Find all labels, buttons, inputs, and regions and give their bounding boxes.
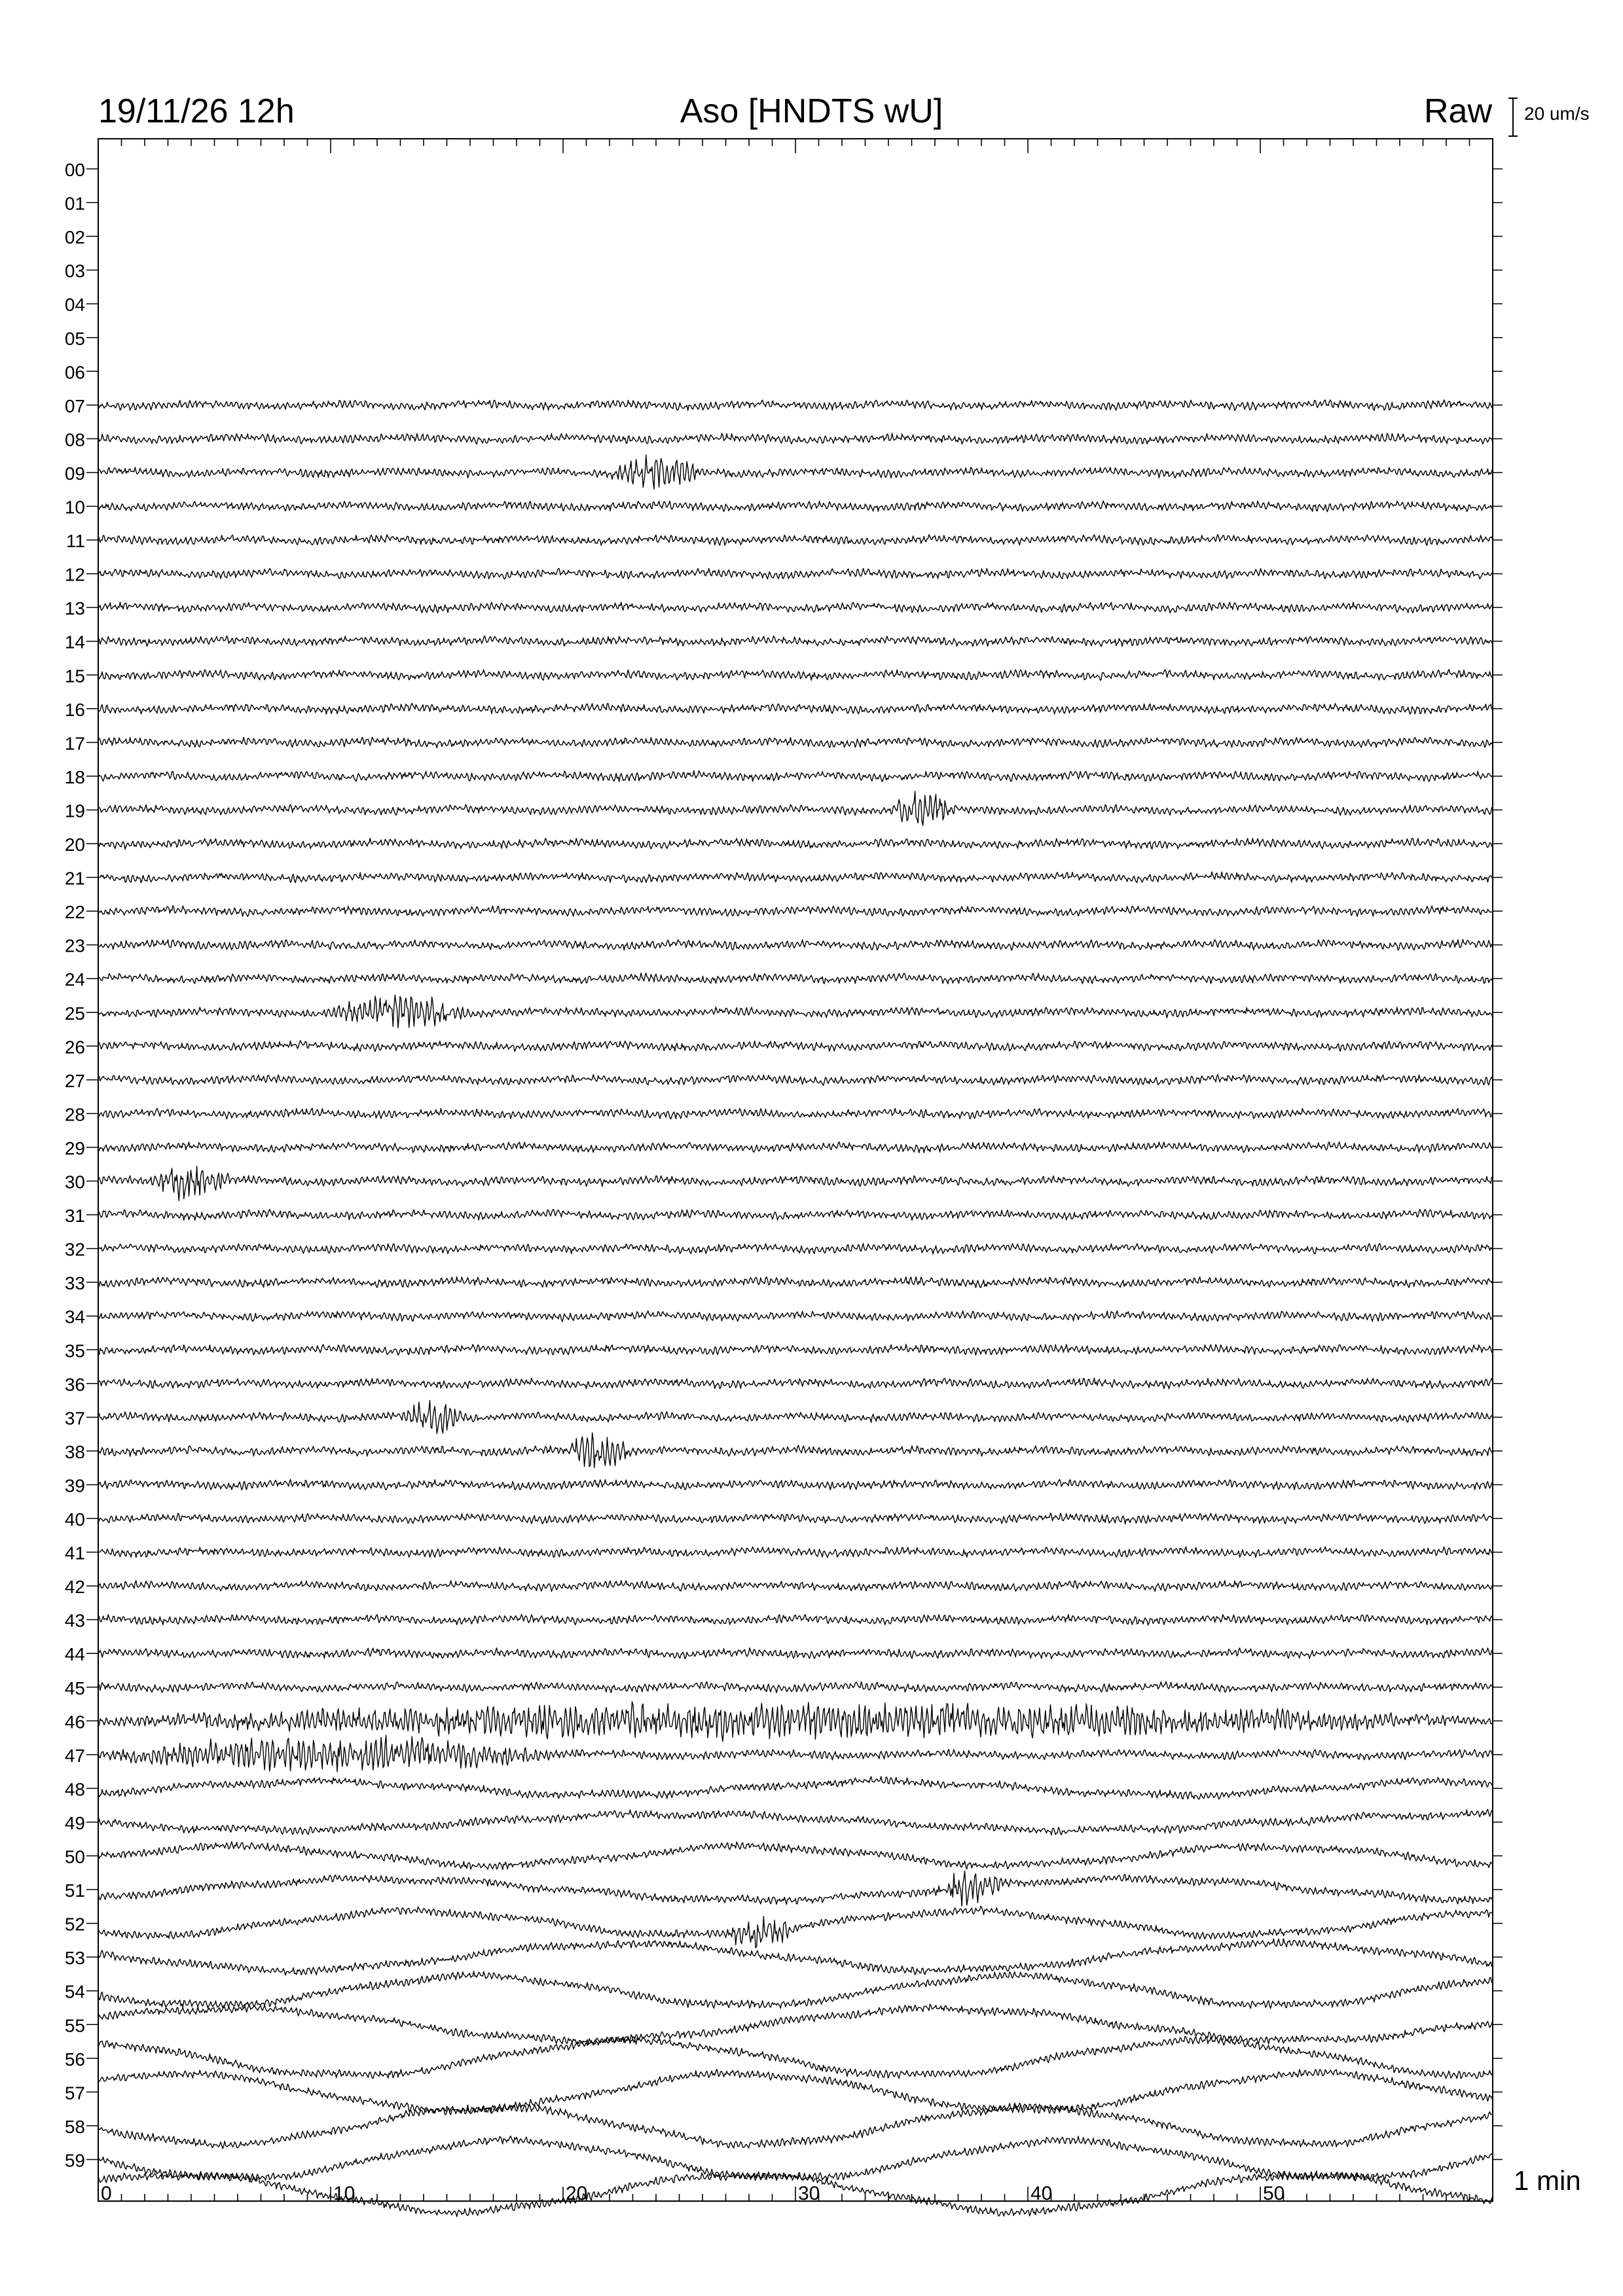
row-label: 28 — [64, 1104, 85, 1125]
row-label: 30 — [64, 1172, 85, 1193]
trace-row-43 — [98, 1615, 1493, 1625]
row-label: 22 — [64, 902, 85, 923]
row-label: 01 — [64, 193, 85, 214]
trace-row-41 — [98, 1547, 1493, 1558]
row-label: 50 — [64, 1846, 85, 1867]
trace-row-09 — [98, 455, 1493, 489]
station-title: Aso [HNDTS wU] — [680, 92, 943, 130]
plot-frame — [98, 139, 1493, 2201]
row-label: 16 — [64, 699, 85, 720]
row-label: 09 — [64, 463, 85, 484]
row-label: 06 — [64, 362, 85, 383]
trace-row-42 — [98, 1581, 1493, 1592]
trace-row-58 — [98, 2103, 1493, 2149]
trace-row-52 — [98, 1906, 1493, 1947]
row-label: 45 — [64, 1677, 85, 1698]
trace-row-27 — [98, 1075, 1493, 1086]
row-label: 56 — [64, 2049, 85, 2070]
trace-row-53 — [98, 1939, 1493, 1975]
trace-row-20 — [98, 838, 1493, 850]
trace-row-39 — [98, 1479, 1493, 1490]
row-label: 51 — [64, 1880, 85, 1901]
trace-row-07 — [98, 400, 1493, 410]
trace-row-46 — [98, 1702, 1493, 1742]
row-label: 53 — [64, 1948, 85, 1969]
trace-row-40 — [98, 1513, 1493, 1524]
row-label: 04 — [64, 295, 85, 315]
row-label: 21 — [64, 868, 85, 889]
trace-row-51 — [98, 1871, 1493, 1907]
row-label: 26 — [64, 1037, 85, 1058]
x-tick-label: 30 — [798, 2183, 820, 2204]
trace-row-21 — [98, 872, 1493, 883]
trace-row-19 — [98, 791, 1493, 825]
trace-row-30 — [98, 1166, 1493, 1201]
row-label: 08 — [64, 429, 85, 450]
row-label: 48 — [64, 1779, 85, 1800]
x-axis-unit-label: 1 min — [1514, 2165, 1581, 2196]
row-label: 36 — [64, 1374, 85, 1395]
trace-row-13 — [98, 602, 1493, 613]
trace-row-18 — [98, 771, 1493, 782]
row-label: 18 — [64, 766, 85, 787]
x-tick-label: 10 — [333, 2183, 356, 2204]
trace-row-57 — [98, 2070, 1493, 2115]
trace-row-11 — [98, 535, 1493, 546]
row-label: 12 — [64, 564, 85, 585]
trace-row-17 — [98, 737, 1493, 747]
row-label: 00 — [64, 160, 85, 180]
trace-row-47 — [98, 1735, 1493, 1772]
row-label: 59 — [64, 2150, 85, 2171]
row-label: 49 — [64, 1812, 85, 1833]
trace-row-31 — [98, 1210, 1493, 1221]
row-label: 17 — [64, 733, 85, 754]
row-label: 33 — [64, 1273, 85, 1294]
x-tick-label: 0 — [101, 2183, 112, 2204]
trace-row-54 — [98, 1971, 1493, 2009]
row-label: 31 — [64, 1206, 85, 1227]
row-label: 54 — [64, 1981, 85, 2002]
trace-row-24 — [98, 973, 1493, 984]
row-label: 34 — [64, 1306, 85, 1327]
row-label: 42 — [64, 1577, 85, 1598]
trace-row-33 — [98, 1277, 1493, 1288]
row-label: 03 — [64, 260, 85, 281]
row-label: 13 — [64, 598, 85, 619]
trace-row-23 — [98, 939, 1493, 950]
row-label: 23 — [64, 935, 85, 956]
trace-row-29 — [98, 1142, 1493, 1153]
trace-row-15 — [98, 670, 1493, 681]
mode-label: Raw — [1423, 92, 1492, 130]
row-label: 44 — [64, 1644, 85, 1665]
row-label: 11 — [65, 531, 85, 552]
trace-row-32 — [98, 1244, 1493, 1254]
trace-row-14 — [98, 636, 1493, 647]
trace-row-25 — [98, 995, 1493, 1028]
row-label: 55 — [64, 2015, 85, 2036]
row-label: 05 — [64, 328, 85, 349]
row-label: 20 — [64, 834, 85, 855]
row-label: 32 — [64, 1239, 85, 1260]
trace-row-26 — [98, 1041, 1493, 1052]
trace-row-45 — [98, 1681, 1493, 1693]
trace-row-16 — [98, 704, 1493, 715]
row-label: 46 — [64, 1712, 85, 1732]
trace-row-28 — [98, 1108, 1493, 1119]
trace-row-37 — [98, 1401, 1493, 1434]
row-label: 27 — [64, 1070, 85, 1091]
x-tick-label: 50 — [1263, 2183, 1285, 2204]
trace-row-10 — [98, 501, 1493, 512]
trace-row-34 — [98, 1311, 1493, 1321]
row-label: 41 — [64, 1543, 85, 1564]
trace-row-38 — [98, 1433, 1493, 1467]
row-label: 29 — [64, 1138, 85, 1158]
row-label: 57 — [64, 2083, 85, 2104]
trace-row-12 — [98, 569, 1493, 579]
x-tick-label: 40 — [1030, 2183, 1053, 2204]
trace-row-35 — [98, 1344, 1493, 1355]
trace-row-50 — [98, 1842, 1493, 1870]
row-label: 43 — [64, 1610, 85, 1631]
row-label: 37 — [64, 1408, 85, 1429]
trace-row-55 — [98, 2004, 1493, 2045]
row-label: 52 — [64, 1914, 85, 1935]
row-label: 07 — [64, 395, 85, 416]
row-label: 24 — [64, 969, 85, 990]
row-label: 40 — [64, 1509, 85, 1530]
row-label: 10 — [64, 497, 85, 518]
date-hour-label: 19/11/26 12h — [98, 92, 295, 130]
trace-row-22 — [98, 906, 1493, 917]
row-label: 47 — [64, 1745, 85, 1766]
trace-row-44 — [98, 1648, 1493, 1659]
row-label: 19 — [64, 800, 85, 821]
row-label: 25 — [64, 1003, 85, 1024]
trace-row-08 — [98, 433, 1493, 444]
trace-row-48 — [98, 1776, 1493, 1799]
row-label: 35 — [64, 1340, 85, 1361]
row-label: 39 — [64, 1475, 85, 1496]
x-tick-label: 20 — [566, 2183, 588, 2204]
row-label: 14 — [64, 632, 85, 653]
row-label: 02 — [64, 227, 85, 248]
trace-row-36 — [98, 1378, 1493, 1389]
trace-row-49 — [98, 1810, 1493, 1835]
row-label: 38 — [64, 1441, 85, 1462]
row-label: 15 — [64, 666, 85, 687]
amplitude-scale-label: 20 um/s — [1524, 103, 1590, 124]
row-label: 58 — [64, 2116, 85, 2137]
